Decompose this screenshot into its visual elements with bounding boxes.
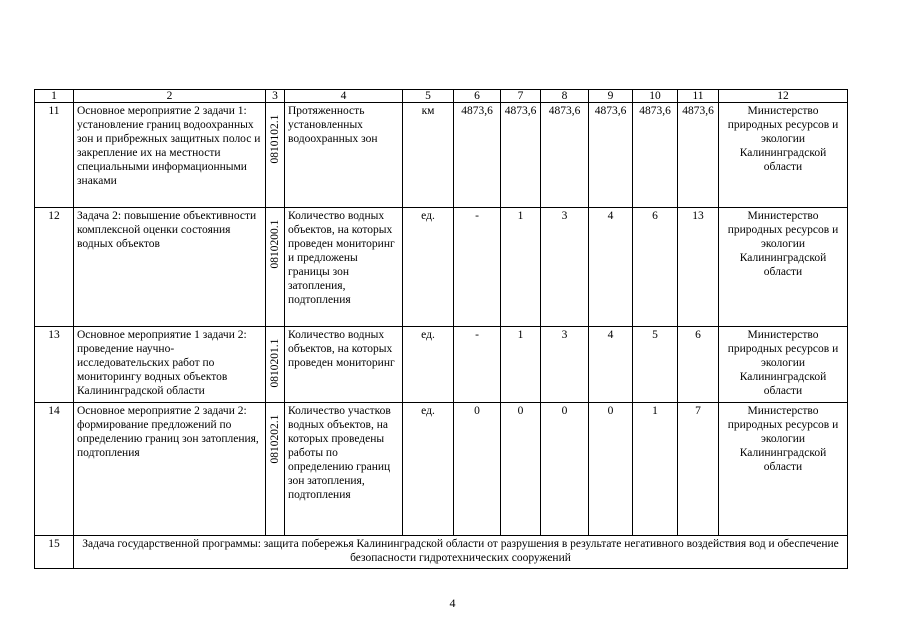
header-cell: 4 <box>285 90 403 103</box>
table-row <box>35 103 848 208</box>
value-cell: 1 <box>501 208 541 327</box>
indicator-cell: Количество участков водных объектов, на которых проведены работы по определению границ зон затопления, подтопления <box>285 403 403 536</box>
responsible-cell: Министерство природных ресурсов и экологии Калининградской области <box>719 327 848 403</box>
header-cell: 3 <box>266 90 285 103</box>
indicator-cell: Протяженность установленных водоохранных зон <box>285 103 403 208</box>
row-number: 15 <box>35 536 74 569</box>
value-cell: 0 <box>541 403 589 536</box>
header-cell: 10 <box>633 90 678 103</box>
value-cell: - <box>454 327 501 403</box>
header-cell: 8 <box>541 90 589 103</box>
event-cell: Основное мероприятие 2 задачи 2: формирование предложений по определению границ зон затопления, подтопления <box>74 403 266 536</box>
code-cell <box>266 208 285 327</box>
event-cell: Основное мероприятие 2 задачи 1: установление границ водоохранных зон и прибрежных защитных полос и закрепление их на местности специальными информационными знаками <box>74 103 266 208</box>
code-cell <box>266 103 285 208</box>
code-cell <box>266 403 285 536</box>
unit-cell: ед. <box>403 208 454 327</box>
indicator-cell: Количество водных объектов, на которых проведен мониторинг и предложены границы зон затопления, подтопления <box>285 208 403 327</box>
value-cell: 5 <box>633 327 678 403</box>
row-number: 11 <box>35 103 74 208</box>
header-cell: 6 <box>454 90 501 103</box>
value-cell: 0 <box>501 403 541 536</box>
row-number: 12 <box>35 208 74 327</box>
value-cell: 4 <box>589 327 633 403</box>
header-cell: 7 <box>501 90 541 103</box>
event-cell: Основное мероприятие 1 задачи 2: проведение научно-исследовательских работ по мониторингу водных объектов Калининградской области <box>74 327 266 403</box>
value-cell: 4873,6 <box>541 103 589 208</box>
code-text: 0810102.1 <box>269 114 281 164</box>
table-row <box>35 208 848 327</box>
value-cell: 3 <box>541 208 589 327</box>
value-cell: 0 <box>589 403 633 536</box>
event-cell: Задача 2: повышение объективности комплексной оценки состояния водных объектов <box>74 208 266 327</box>
row-number: 13 <box>35 327 74 403</box>
unit-cell: ед. <box>403 403 454 536</box>
value-cell: 0 <box>454 403 501 536</box>
value-cell: 13 <box>678 208 719 327</box>
indicator-table <box>34 89 848 569</box>
responsible-cell: Министерство природных ресурсов и экологии Калининградской области <box>719 208 848 327</box>
unit-cell: ед. <box>403 327 454 403</box>
value-cell: 3 <box>541 327 589 403</box>
responsible-cell: Министерство природных ресурсов и экологии Калининградской области <box>719 403 848 536</box>
value-cell: 4873,6 <box>633 103 678 208</box>
value-cell: - <box>454 208 501 327</box>
value-cell: 6 <box>678 327 719 403</box>
header-cell: 9 <box>589 90 633 103</box>
code-cell <box>266 327 285 403</box>
table-row <box>35 327 848 403</box>
value-cell: 4873,6 <box>501 103 541 208</box>
code-text: 0810200.1 <box>269 219 281 269</box>
responsible-cell: Министерство природных ресурсов и экологии Калининградской области <box>719 103 848 208</box>
page-number: 4 <box>449 596 456 610</box>
code-text: 0810201.1 <box>269 338 281 388</box>
value-cell: 7 <box>678 403 719 536</box>
header-cell: 5 <box>403 90 454 103</box>
row-number: 14 <box>35 403 74 536</box>
table-row <box>35 403 848 536</box>
header-cell: 1 <box>35 90 74 103</box>
header-cell: 2 <box>74 90 266 103</box>
indicator-cell: Количество водных объектов, на которых проведен мониторинг <box>285 327 403 403</box>
value-cell: 4873,6 <box>678 103 719 208</box>
value-cell: 1 <box>633 403 678 536</box>
value-cell: 1 <box>501 327 541 403</box>
code-text: 0810202.1 <box>269 414 281 464</box>
value-cell: 4 <box>589 208 633 327</box>
value-cell: 4873,6 <box>454 103 501 208</box>
value-cell: 6 <box>633 208 678 327</box>
value-cell: 4873,6 <box>589 103 633 208</box>
unit-cell: км <box>403 103 454 208</box>
task-row <box>35 536 848 569</box>
header-row <box>35 90 848 103</box>
header-cell: 11 <box>678 90 719 103</box>
task-text: Задача государственной программы: защита побережья Калининградской области от разрушения в результате негативного воздействия вод и обеспечение безопасности гидротехнических сооружений <box>74 536 848 569</box>
header-cell: 12 <box>719 90 848 103</box>
